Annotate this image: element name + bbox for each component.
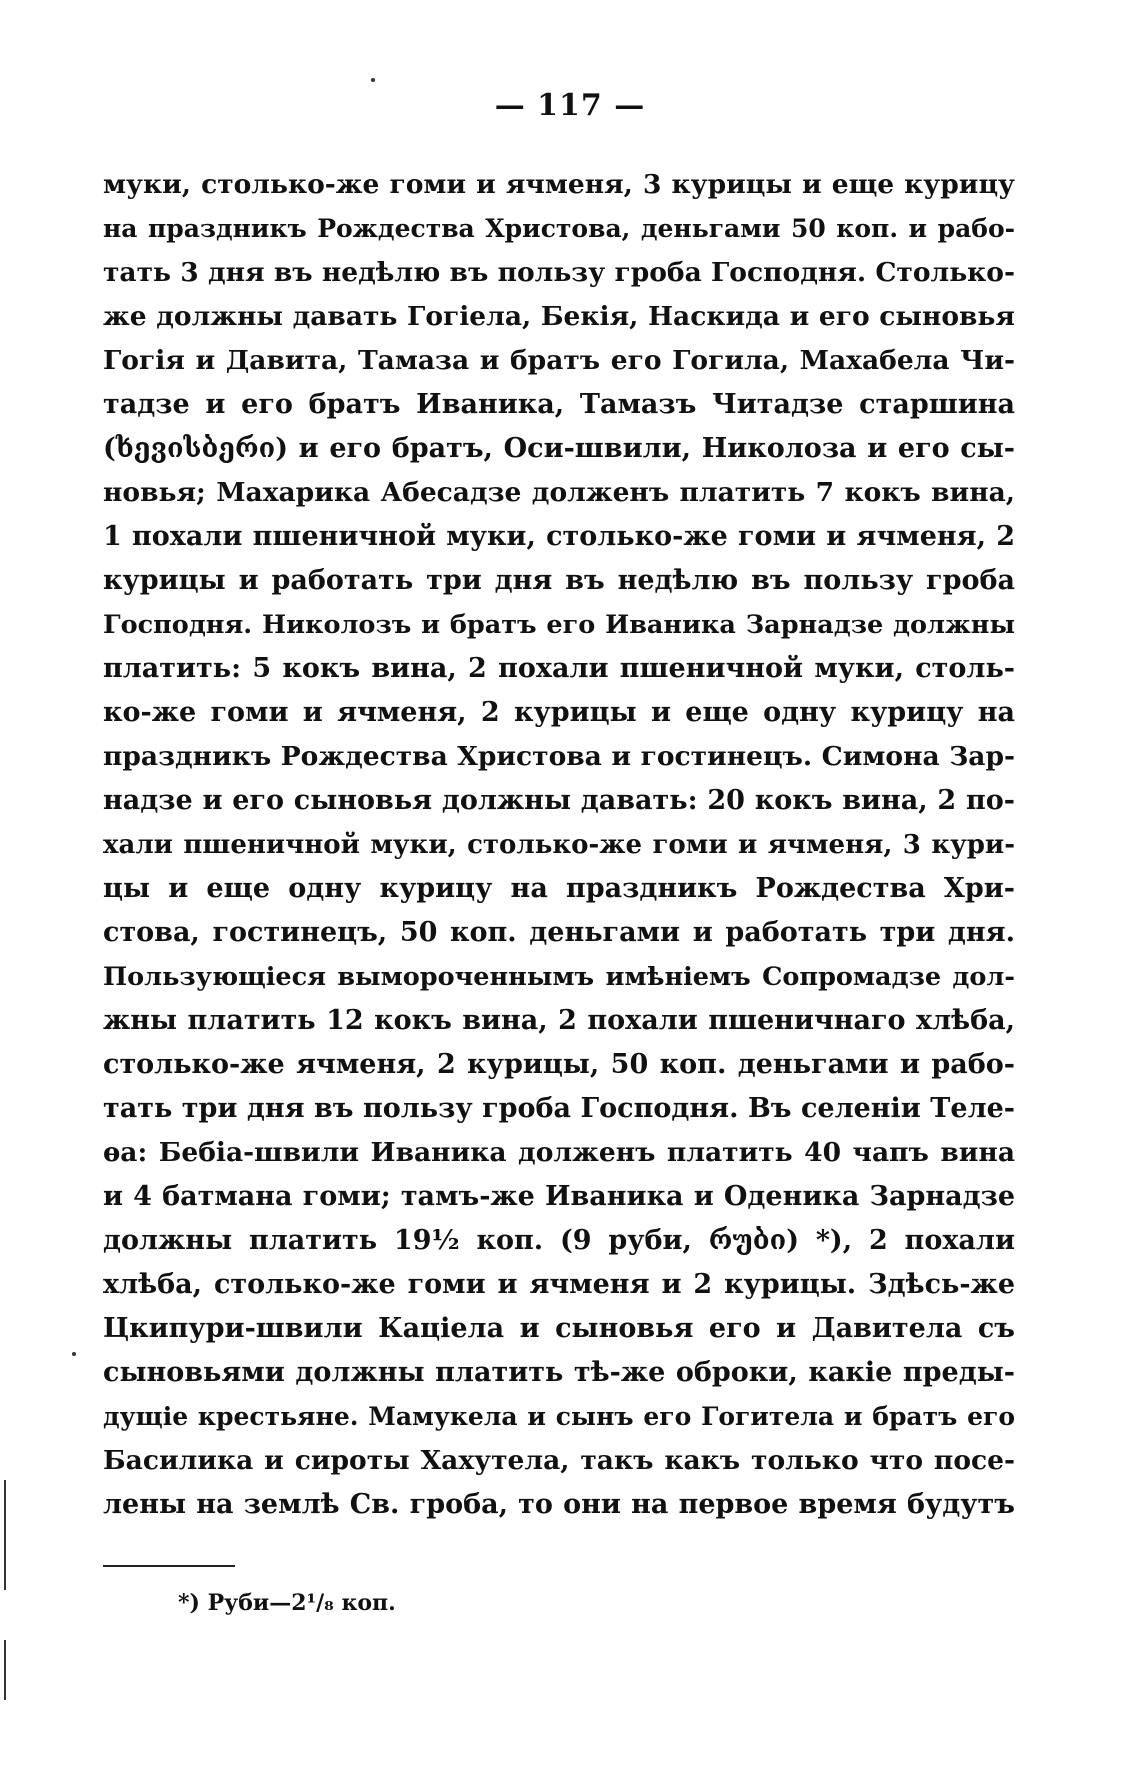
scan-mark <box>4 1640 6 1700</box>
text-line: тать три дня въ пользу гроба Господня. Въ селенiи Теле- <box>103 1093 1015 1124</box>
text-line: Басилика и сироты Хахутела, такъ какъ только что посе- <box>103 1445 1015 1476</box>
text-line: курицы и работать три дня въ недѣлю въ пользу гроба <box>103 565 1015 596</box>
scan-mark <box>4 1480 6 1590</box>
text-line: Гогiя и Давита, Тамаза и братъ его Гогила, Махабела Чи- <box>103 345 1015 376</box>
scan-dot <box>72 1352 76 1356</box>
text-line: новья; Махарика Абесадзе долженъ платить 7 кокъ вина, <box>103 477 1015 508</box>
text-line: Цкипури-швили Кацiела и сыновья его и Давитела съ <box>103 1313 1015 1344</box>
text-line: надзе и его сыновья должны давать: 20 кокъ вина, 2 по- <box>103 785 1015 816</box>
text-line: Господня. Николозъ и братъ его Иваника Зарнадзе должны <box>103 610 1015 640</box>
text-line: хлѣба, столько-же гоми и ячменя и 2 курицы. Здѣсь-же <box>103 1269 1015 1300</box>
footnote: *) Руби—2¹/₈ коп. <box>178 1590 396 1616</box>
text-line: тадзе и его братъ Иваника, Тамазъ Читадзе старшина <box>103 389 1015 420</box>
text-line: и 4 батмана гоми; тамъ-же Иваника и Оденика Зарнадзе <box>103 1181 1015 1212</box>
text-line: муки, столько-же гоми и ячменя, 3 курицы и еще курицу <box>103 169 1015 200</box>
text-line: стова, гостинецъ, 50 коп. деньгами и работать три дня. <box>103 917 1015 948</box>
text-line: сыновьями должны платить тѣ-же оброки, какiе преды- <box>103 1357 1015 1388</box>
text-line: же должны давать Гогiела, Бекiя, Наскида и его сыновья <box>103 301 1015 332</box>
body-text <box>103 163 1015 1527</box>
text-line: дущiе крестьяне. Мамукела и сынъ его Гогитела и братъ его <box>103 1402 1015 1431</box>
text-line: праздникъ Рождества Христова и гостинецъ. Симона Зар- <box>103 741 1015 772</box>
scan-dot <box>371 78 375 82</box>
text-line: 1 похали пшеничной муки, столько-же гоми и ячменя, 2 <box>103 521 1015 552</box>
text-line: хали пшеничной муки, столько-же гоми и ячменя, 3 кури- <box>103 830 1015 860</box>
text-line: лены на землѣ Св. гроба, то они на первое время будутъ <box>103 1489 1015 1520</box>
text-line: (ხევისბერი) и его братъ, Оси-швили, Николоза и его сы- <box>103 433 1015 464</box>
text-line: тать 3 дня въ недѣлю въ пользу гроба Господня. Столько- <box>103 257 1015 288</box>
text-line: ко-же гоми и ячменя, 2 курицы и еще одну курицу на <box>103 697 1015 728</box>
text-line: Пользующiеся вымороченнымъ имѣнiемъ Сопромадзе дол- <box>103 962 1015 992</box>
footnote-divider <box>103 1565 235 1567</box>
text-line: должны платить 19½ коп. (9 руби, რუბი) *), 2 похали <box>103 1225 1015 1256</box>
text-line: цы и еще одну курицу на праздникъ Рождества Хри- <box>103 873 1015 904</box>
text-line: ѳа: Бебiа-швили Иваника долженъ платить 40 чапъ вина <box>103 1137 1015 1168</box>
text-line: на праздникъ Рождества Христова, деньгами 50 коп. и рабо- <box>103 214 1015 243</box>
text-line: жны платить 12 кокъ вина, 2 похали пшеничнаго хлѣба, <box>103 1005 1015 1036</box>
text-line: платить: 5 кокъ вина, 2 похали пшеничной муки, столь- <box>103 653 1015 684</box>
text-line: столько-же ячменя, 2 курицы, 50 коп. деньгами и рабо- <box>103 1049 1015 1080</box>
page-number: — 117 — <box>494 88 646 123</box>
